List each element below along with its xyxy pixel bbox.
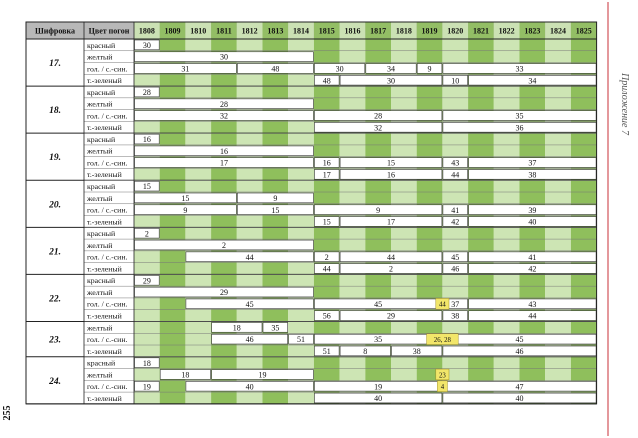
row-color-label: гол. / с.-син. <box>87 299 128 309</box>
period-bar-value: 38 <box>412 346 421 356</box>
period-bar-value: 2 <box>389 264 393 274</box>
period-bar-value: 9 <box>183 205 188 215</box>
year-header-label: 1820 <box>447 26 464 36</box>
period-bar-value: 51 <box>322 346 331 356</box>
note-marker-value: 26, 28 <box>433 337 451 345</box>
year-header-label: 1819 <box>421 26 438 36</box>
period-bar-value: 51 <box>297 335 306 345</box>
group-code: 19. <box>49 153 61 164</box>
year-header-label: 1825 <box>575 26 592 36</box>
period-bar-value: 44 <box>528 311 537 321</box>
year-header-label: 1812 <box>241 26 258 36</box>
row-color-label: т.-зеленый <box>87 123 122 133</box>
period-bar-value: 29 <box>387 311 395 321</box>
row-color-label: желтый <box>87 99 113 109</box>
period-bar-value: 45 <box>515 335 524 345</box>
period-bar-value: 48 <box>271 64 280 74</box>
year-column-stripe <box>160 39 186 404</box>
period-bar-value: 44 <box>451 170 460 180</box>
year-header-label: 1814 <box>293 26 310 36</box>
period-bar-value: 30 <box>335 64 344 74</box>
period-bar-value: 45 <box>451 252 460 262</box>
period-bar-value: 19 <box>374 382 383 392</box>
period-bar-value: 9 <box>273 193 278 203</box>
period-bar-value: 29 <box>219 288 228 298</box>
row-color-label: красный <box>87 134 116 144</box>
row-color-label: т.-зеленый <box>87 170 122 180</box>
period-bar-value: 28 <box>142 88 151 98</box>
period-bar-value: 40 <box>528 217 537 227</box>
period-bar-value: 16 <box>142 135 151 145</box>
code-column-header: Шифровка <box>35 26 75 36</box>
period-bar-value: 17 <box>219 158 228 168</box>
period-bar-value: 42 <box>528 264 537 274</box>
period-bar-value: 33 <box>515 64 524 74</box>
row-color-label: гол. / с.-син. <box>87 335 128 345</box>
period-bar-value: 35 <box>271 323 280 333</box>
year-header-label: 1808 <box>138 26 155 36</box>
period-bar-value: 38 <box>528 170 537 180</box>
period-bar-value: 43 <box>451 158 460 168</box>
year-header-label: 1821 <box>472 26 489 36</box>
period-bar-value: 45 <box>374 299 383 309</box>
period-bar-value: 18 <box>181 370 190 380</box>
row-color-label: гол. / с.-син. <box>87 64 128 74</box>
group-code: 17. <box>49 59 61 70</box>
group-code: 18. <box>49 106 61 117</box>
row-color-label: т.-зеленый <box>87 76 122 86</box>
period-bar-value: 40 <box>515 394 524 404</box>
year-header-label: 1811 <box>216 26 232 36</box>
row-color-label: желтый <box>87 240 113 250</box>
row-color-label: т.-зеленый <box>87 311 122 321</box>
period-bar-value: 46 <box>515 346 524 356</box>
period-bar-value: 15 <box>387 158 395 168</box>
period-bar-value: 2 <box>324 252 329 262</box>
period-bar-value: 29 <box>142 276 151 286</box>
period-bar-value: 28 <box>219 99 228 109</box>
period-bar-value: 34 <box>387 64 395 74</box>
period-bar-value: 28 <box>374 111 383 121</box>
period-bar-value: 42 <box>451 217 460 227</box>
period-bar-value: 15 <box>322 217 331 227</box>
period-bar-value: 30 <box>219 52 228 62</box>
row-color-label: желтый <box>87 52 113 62</box>
row-color-label: желтый <box>87 287 113 297</box>
period-bar-value: 35 <box>374 335 383 345</box>
row-color-label: красный <box>87 276 116 286</box>
row-color-label: гол. / с.-син. <box>87 111 128 121</box>
period-bar-value: 9 <box>427 64 432 74</box>
period-bar-value: 17 <box>387 217 395 227</box>
period-bar-value: 40 <box>374 394 383 404</box>
group-code: 22. <box>49 294 61 305</box>
period-bar-value: 17 <box>322 170 331 180</box>
period-bar-value: 19 <box>258 370 267 380</box>
row-color-label: гол. / с.-син. <box>87 158 128 168</box>
year-column-stripe <box>288 39 314 404</box>
row-color-label: гол. / с.-син. <box>87 205 128 215</box>
row-color-label: гол. / с.-син. <box>87 252 128 262</box>
period-bar-value: 46 <box>451 264 460 274</box>
year-header-label: 1818 <box>395 26 412 36</box>
year-header-label: 1813 <box>267 26 284 36</box>
row-color-label: желтый <box>87 193 113 203</box>
row-color-label: желтый <box>87 323 113 333</box>
year-header-label: 1816 <box>344 26 361 36</box>
period-bar-value: 41 <box>528 252 537 262</box>
period-bar-value: 35 <box>515 111 524 121</box>
year-column-stripe <box>263 39 289 404</box>
period-bar-value: 30 <box>142 40 151 50</box>
period-bar-value: 18 <box>142 358 151 368</box>
row-color-label: гол. / с.-син. <box>87 382 128 392</box>
group-code: 24. <box>49 376 61 387</box>
year-header-label: 1815 <box>318 26 335 36</box>
year-header-label: 1809 <box>164 26 181 36</box>
period-bar-value: 15 <box>142 182 151 192</box>
period-bar-value: 8 <box>363 346 368 356</box>
period-bar-value: 46 <box>245 335 254 345</box>
group-code: 21. <box>49 247 61 258</box>
row-color-label: т.-зеленый <box>87 217 122 227</box>
year-header-label: 1824 <box>550 26 567 36</box>
note-marker-value: 23 <box>439 372 446 380</box>
period-bar-value: 56 <box>322 311 331 321</box>
appendix-label: Приложение 7 <box>619 73 630 135</box>
row-color-label: желтый <box>87 370 113 380</box>
row-color-label: красный <box>87 229 116 239</box>
period-bar-value: 16 <box>219 146 228 156</box>
group-code: 23. <box>49 335 61 346</box>
period-bar-value: 16 <box>322 158 331 168</box>
period-bar-value: 15 <box>271 205 280 215</box>
period-bar-value: 16 <box>387 170 395 180</box>
period-bar-value: 43 <box>528 299 537 309</box>
period-bar-value: 31 <box>181 64 190 74</box>
row-color-label: т.-зеленый <box>87 393 122 403</box>
period-bar-value: 47 <box>515 382 524 392</box>
year-column-stripe <box>185 39 211 404</box>
period-bar-value: 34 <box>528 76 537 86</box>
row-color-label: красный <box>87 87 116 97</box>
year-column-stripe <box>211 39 237 404</box>
period-bar-value: 38 <box>451 311 460 321</box>
period-bar-value: 40 <box>245 382 254 392</box>
period-bar-value: 10 <box>451 76 460 86</box>
row-color-label: красный <box>87 358 116 368</box>
period-bar-value: 18 <box>232 323 241 333</box>
period-bar-value: 15 <box>181 193 190 203</box>
period-bar-value: 9 <box>376 205 381 215</box>
period-bar-value: 19 <box>142 382 151 392</box>
row-color-label: красный <box>87 182 116 192</box>
year-column-stripe <box>237 39 263 404</box>
year-header-label: 1810 <box>190 26 207 36</box>
note-marker-value: 4 <box>440 384 445 392</box>
period-bar-value: 37 <box>451 299 460 309</box>
year-header-label: 1817 <box>370 26 387 36</box>
note-marker-value: 44 <box>439 301 446 309</box>
row-color-label: красный <box>87 40 116 50</box>
color-column-header: Цвет погон <box>88 26 130 36</box>
year-header-label: 1823 <box>524 26 541 36</box>
row-color-label: т.-зеленый <box>87 264 122 274</box>
period-bar-value: 44 <box>245 252 254 262</box>
period-bar-value: 36 <box>515 123 524 133</box>
period-bar-value: 44 <box>322 264 331 274</box>
group-code: 20. <box>49 200 61 211</box>
period-bar-value: 48 <box>322 76 331 86</box>
period-bar-value: 32 <box>219 111 228 121</box>
year-header-label: 1822 <box>498 26 515 36</box>
period-bar-value: 39 <box>528 205 537 215</box>
register-table <box>26 22 597 404</box>
period-bar-value: 44 <box>387 252 395 262</box>
period-bar-value: 2 <box>221 241 226 251</box>
period-bar-value: 37 <box>528 158 537 168</box>
row-color-label: т.-зеленый <box>87 346 122 356</box>
period-bar-value: 30 <box>387 76 395 86</box>
period-bar-value: 41 <box>451 205 460 215</box>
period-bar-value: 45 <box>245 299 254 309</box>
page-number: 255 <box>2 405 13 421</box>
period-bar-value: 32 <box>374 123 383 133</box>
row-color-label: желтый <box>87 146 113 156</box>
period-bar-value: 2 <box>144 229 149 239</box>
